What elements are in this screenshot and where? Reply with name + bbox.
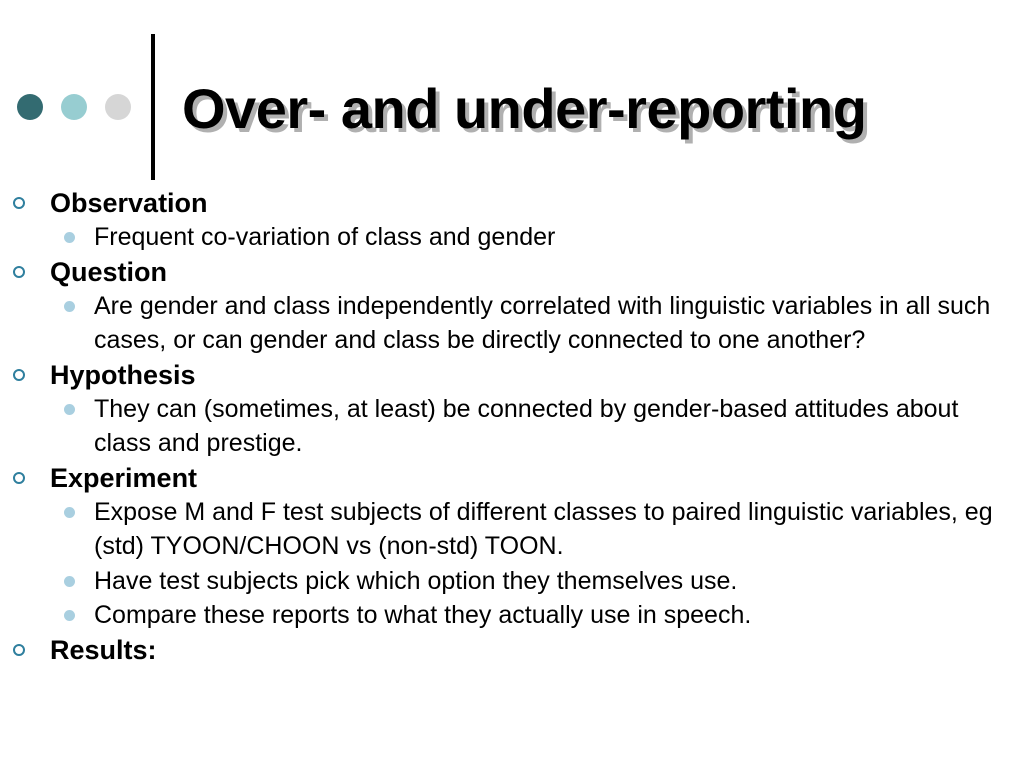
ring-bullet-icon bbox=[13, 472, 25, 484]
sub-bullet-list bbox=[0, 220, 1024, 255]
bullet-experiment bbox=[0, 461, 1024, 633]
bullet-heading: Experiment bbox=[50, 462, 198, 493]
slide-title: Over- and under-reporting bbox=[182, 77, 867, 140]
sub-bullet-list bbox=[0, 392, 1024, 461]
ring-bullet-icon bbox=[13, 266, 25, 278]
gray-dot-icon bbox=[105, 94, 131, 120]
dot-bullet-icon bbox=[64, 610, 75, 621]
light-teal-dot-icon bbox=[61, 94, 87, 120]
bullet-heading: Observation bbox=[50, 188, 208, 218]
sub-bullet-text: Have test subjects pick which option they themselves use. bbox=[94, 566, 738, 595]
bullet-hypothesis bbox=[0, 358, 1024, 461]
title-divider bbox=[151, 34, 155, 180]
bullet-heading: Hypothesis bbox=[50, 359, 196, 390]
sub-bullet bbox=[0, 598, 1024, 633]
sub-bullet-text: They can (sometimes, at least) be connected by gender-based attitudes about class and prestige. bbox=[94, 394, 959, 457]
sub-bullet bbox=[0, 392, 1024, 461]
dot-bullet-icon bbox=[64, 507, 75, 518]
bullet-question bbox=[0, 255, 1024, 358]
dot-bullet-icon bbox=[64, 301, 75, 312]
ring-bullet-icon bbox=[13, 197, 25, 209]
dot-bullet-icon bbox=[64, 404, 75, 415]
sub-bullet bbox=[0, 289, 1024, 358]
sub-bullet-text: Compare these reports to what they actually use in speech. bbox=[94, 601, 752, 629]
sub-bullet bbox=[0, 564, 1024, 599]
sub-bullet bbox=[0, 220, 1024, 255]
dot-bullet-icon bbox=[64, 576, 75, 587]
bullet-heading: Results: bbox=[50, 634, 157, 665]
dot-bullet-icon bbox=[64, 232, 75, 243]
sub-bullet bbox=[0, 495, 1024, 564]
ring-bullet-icon bbox=[13, 644, 25, 656]
bullet-results bbox=[0, 633, 1024, 667]
dark-teal-dot-icon bbox=[17, 94, 43, 120]
sub-bullet-text: Are gender and class independently correlated with linguistic variables in all such cases, or can gender and class be directly connected to one another? bbox=[94, 291, 991, 354]
decorative-dots bbox=[0, 0, 140, 140]
sub-bullet-text: Expose M and F test subjects of different classes to paired linguistic variables, eg (std) TYOON/CHOON vs (non-std) TOON. bbox=[94, 497, 993, 560]
sub-bullet-list bbox=[0, 495, 1024, 633]
sub-bullet-list bbox=[0, 289, 1024, 358]
sub-bullet-text: Frequent co-variation of class and gender bbox=[94, 223, 556, 251]
ring-bullet-icon bbox=[13, 369, 25, 381]
bullet-heading: Question bbox=[50, 256, 168, 287]
slide-body bbox=[0, 186, 1024, 667]
bullet-observation bbox=[0, 186, 1024, 255]
